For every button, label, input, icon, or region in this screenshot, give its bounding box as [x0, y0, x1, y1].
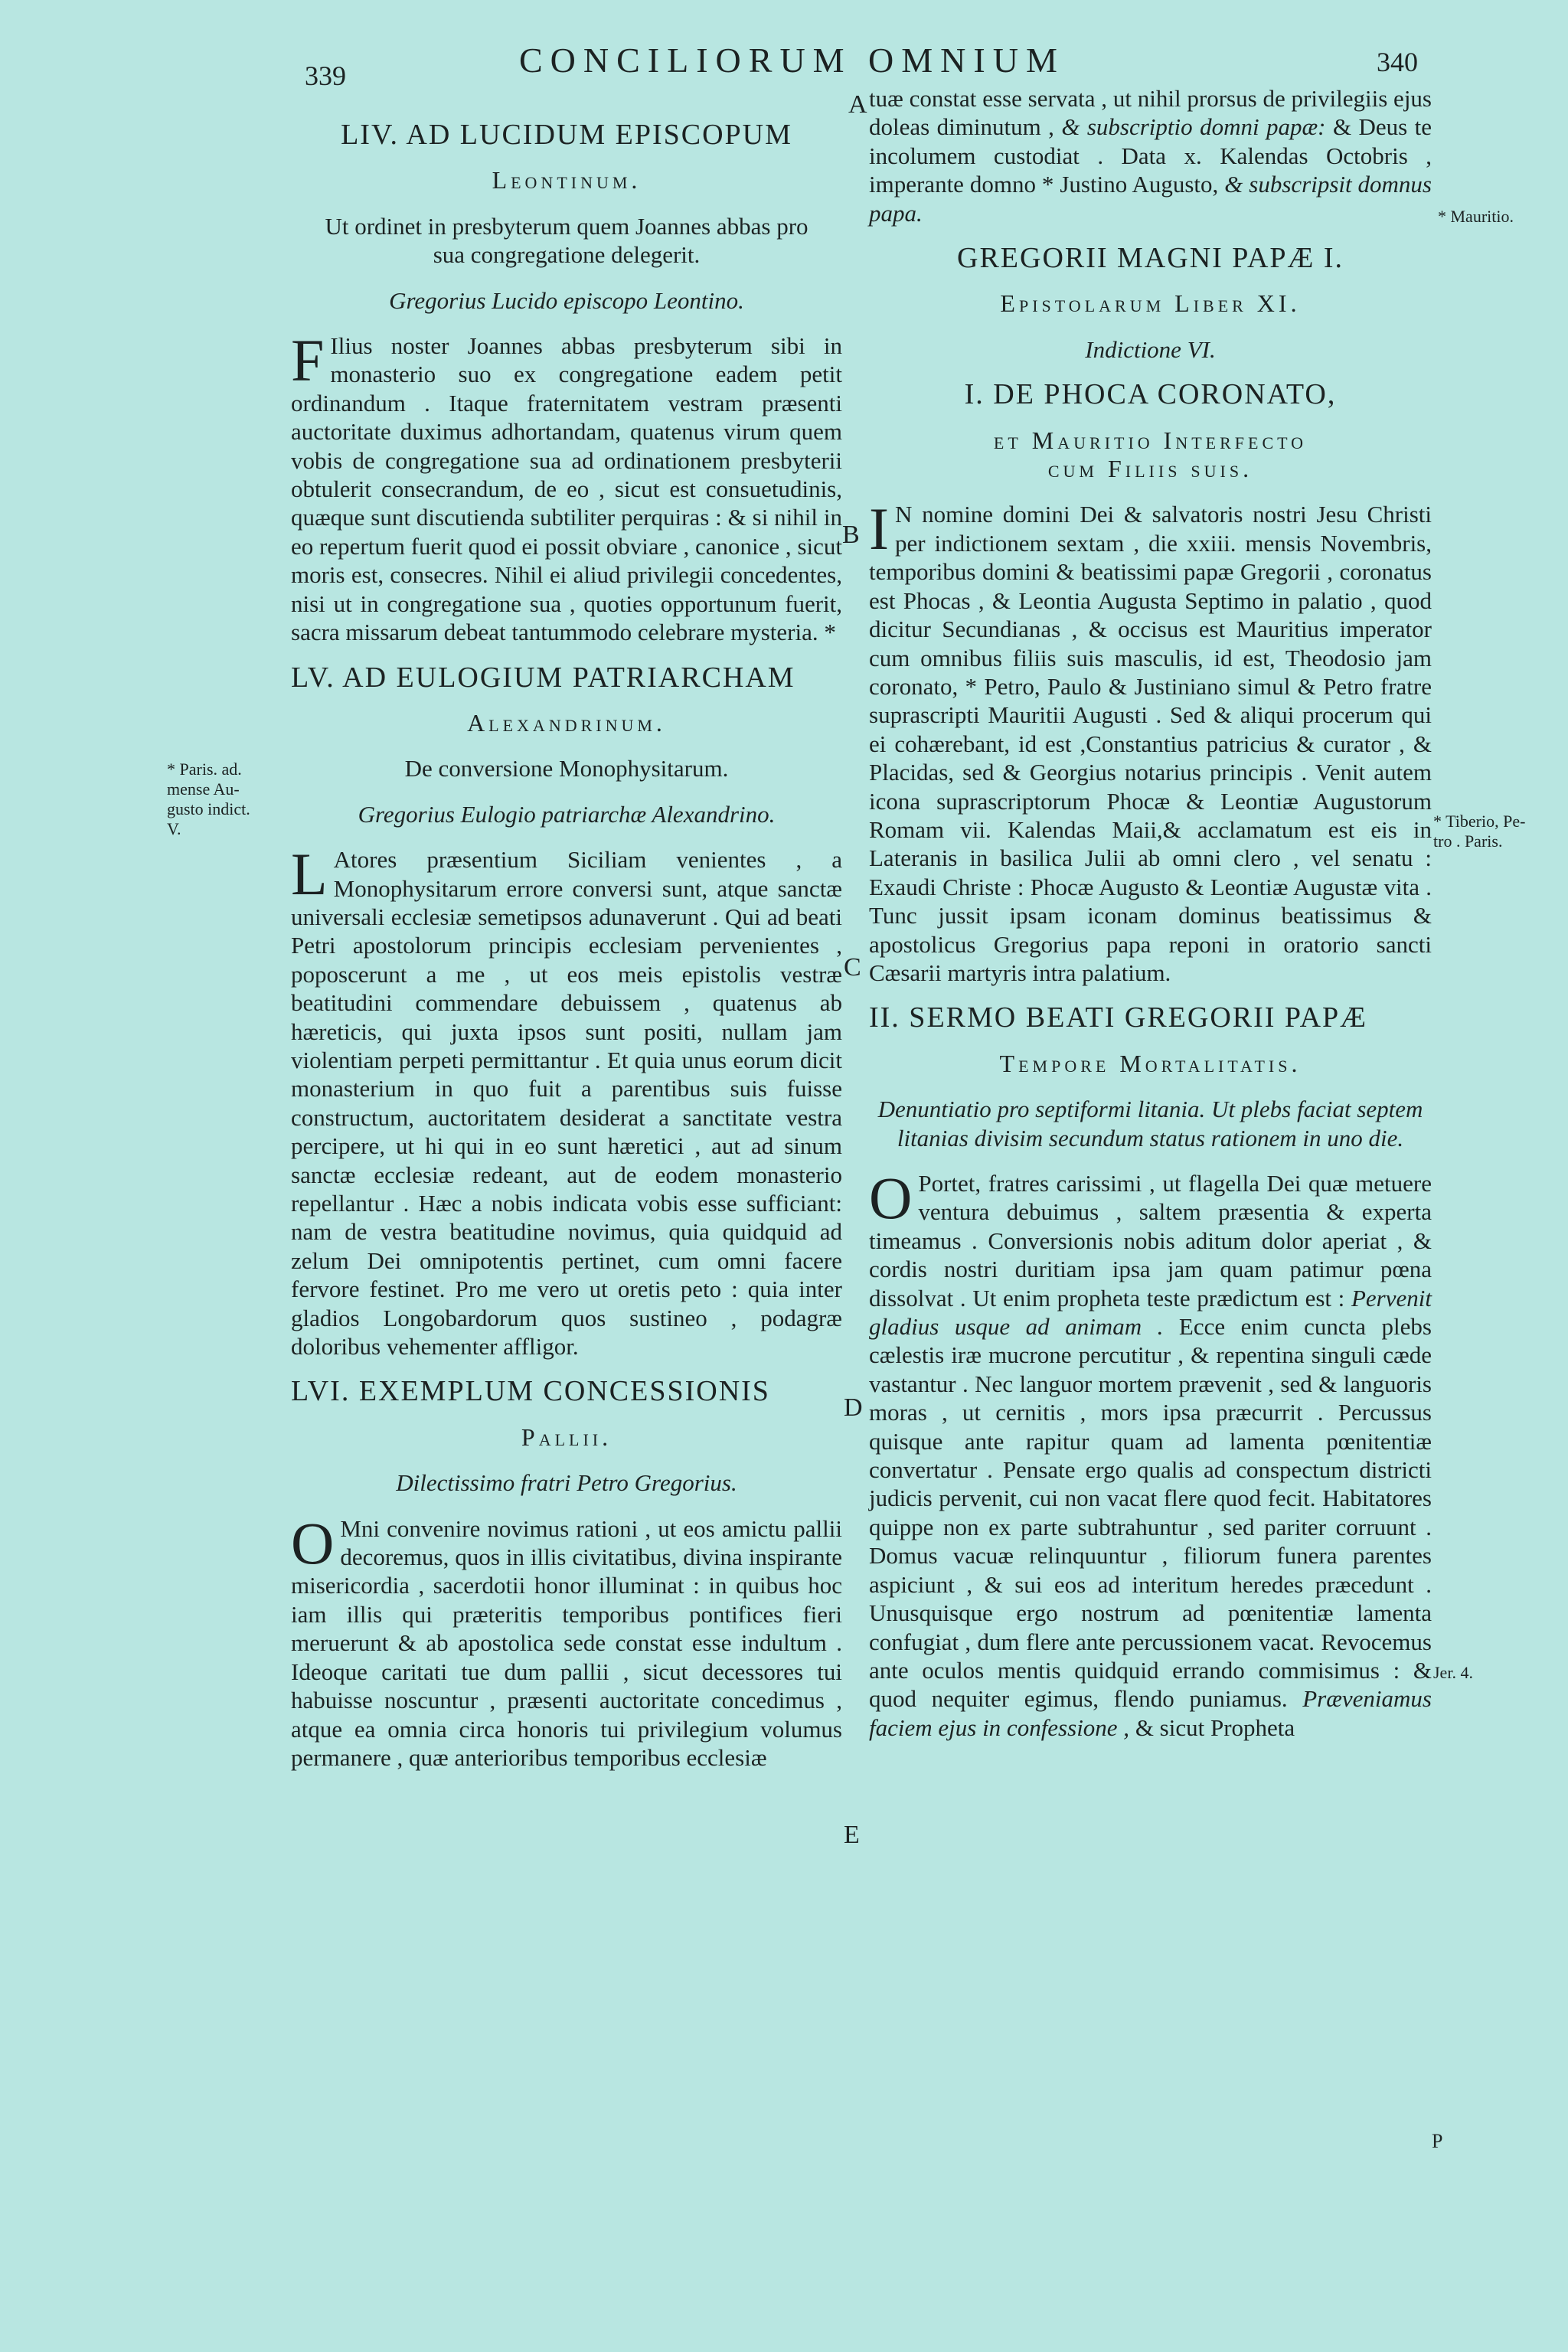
left-column — [291, 121, 842, 1772]
heading-epistle-55: LV. AD EULOGIUM PATRIARCHAM — [291, 661, 795, 694]
salutation-epistle-54: Gregorius Lucido episcopo Leontino. — [389, 286, 744, 314]
running-title: CONCILIORUM OMNIUM — [519, 41, 1065, 80]
heading-epistle-56: LVI. EXEMPLUM CONCESSIONIS — [291, 1375, 770, 1408]
heading-pallii: Pallii. — [521, 1423, 612, 1451]
section-marker-p: P — [1432, 2130, 1443, 2152]
heading-mauritio: et Mauritio Interfecto — [993, 426, 1308, 454]
heading-mortalitatis: Tempore Mortalitatis. — [999, 1049, 1302, 1077]
section-marker-e: E — [844, 1821, 860, 1849]
body-epistle-55: L Atores præsentium Siciliam venientes , a Monophysitarum errore conversi sunt, atque sanctæ universali ecclesiæ semetipsos adunaverunt . Qui ad beati Petri apostolorum principis ecclesiam pervenientes , poposcerunt a me , ut eos meis epistolis vestræ beatitudini commendare debuissem , quatenus ab hæreticis, qui juxta ipsos sunt positi, nullam jam violentiam perpeti permittantur . Et quia unus eorum dicit monasterium in quo fuit a parentibus suis fuisse constructum, auctoritatem desiderat a sanctitate vestra percipere, ut hi qui in eo sunt hæretici , aut ad sinum sanctæ ecclesiæ redeant, aut de eodem monasterio repellantur . Hæc a nobis indicata vobis esse sufficiant: nam de vestra beatitudine novimus, quia quidquid ad zelum Dei omnipotentis pertinet, cum omni facere fervore festinet. Pro me vero ut oretis peto : quia inter gladios Longobardorum quos sustineo , podagræ doloribus vehementer affligor. — [291, 841, 842, 1361]
indiction-label: Indictione VI. — [1085, 335, 1216, 363]
salutation-epistle-55: Gregorius Eulogio patriarchæ Alexandrino. — [358, 800, 776, 828]
subtitle-epistle-55: De conversione Monophysitarum. — [404, 755, 729, 782]
drop-cap-i: I — [869, 495, 889, 563]
heading-epistle-1: I. DE PHOCA CORONATO, — [964, 378, 1337, 411]
page-number-right: 340 — [1377, 47, 1418, 77]
heading-book-title: GREGORII MAGNI PAPÆ I. — [957, 242, 1344, 275]
drop-cap-o: O — [291, 1509, 335, 1576]
drop-cap-f: F — [291, 327, 325, 394]
margin-note-mauritio: * Mauritio. — [1438, 207, 1514, 226]
body-epistle-54: F Ilius noster Joannes abbas presbyterum sibi in monasterio suo ex congregatione eadem petit ordinandum . Itaque fraternitatem vestram præsenti auctoritate duximus adhortandam, quatenus virum quem vobis de congregatione sua ad ordinationem presbyterii obtulerit consecrandum, de eo , sicut est consuetudinis, quæque sunt discutienda subtiliter perquiras : & si nihil in eo repertum fuerit quod ei possit obviare , canonice , sicut moris est, consecres. Nihil ei aliud privilegii concedentes, nisi ut in congregatione sua , quoties opportunum fuerit, sacra missarum debeat tantummodo celebrare mysteria. * — [291, 327, 842, 646]
page-number-left: 339 — [305, 60, 346, 91]
heading-filiis: cum Filiis suis. — [1047, 455, 1253, 483]
salutation-epistle-56: Dilectissimo fratri Petro Gregorius. — [396, 1469, 737, 1497]
heading-sermon: II. SERMO BEATI GREGORII PAPÆ — [869, 1001, 1367, 1034]
section-marker-d: D — [844, 1393, 863, 1422]
section-marker-a: A — [848, 90, 867, 119]
body-epistle-56: O Mni convenire novimus rationi , ut eos amictu pallii decoremus, quos in illis civitatibus, divina inspirante misericordia , sacerdotii honor illuminat : in quibus hoc iam illis qui præteritis temporibus pontifices fieri meruerunt & ab apostolica sede constat esse indultum . Ideoque caritati tue dum pallii , sicut decessores tui habuisse noscuntur , præsenti auctoritate concedimus , atque ea omnia circa honoris tui privilegium volumus permanere , quæ anterioribus temporibus ecclesiæ — [291, 1509, 842, 1771]
drop-cap-o2: O — [869, 1165, 913, 1231]
body-sermon: O Portet, fratres carissimi , ut flagella Dei quæ metuere ventura debuimus , saltem præsentia & experta timeamus . Conversionis nobis aditum dolor aperiat , & cordis nostri duritiam ipsa jam quam patimur pœna dissolvat . Ut enim propheta teste prædictum est : Pervenit gladius usque ad animam . Ecce enim cuncta plebs cælestis iræ mucrone percutitur , & repentina singuli cæde vastantur . Nec languor mortem prævenit , sed & languoris moras , ut cernitis , mors ipsa præcurrit . Percussus quisque ante rapitur quam ad lamenta pœnitentiæ convertatur . Pensate ergo qualis ad conspectum districti judicis pervenit, cui non vacat flere quod fecit. Habitatores quippe non ex parte subtrahuntur , sed pariter corruunt . Domus vacuæ relinquuntur , filiorum funera parentes aspiciunt , & sui eos ad interitum heredes præcedunt . Unusquisque ergo nostrum ad pœnitentiæ lamenta confugiat , dum flere ante percussionem vacat. Revocemus ante oculos mentis quidquid errando commisimus : & quod nequiter egimus, flendo puniamus. Præveniamus faciem ejus in confessione , & sicut Propheta — [869, 1165, 1432, 1741]
margin-note-tiberio: * Tiberio, Pe- tro . Paris. — [1433, 812, 1526, 851]
heading-alexandrinum: Alexandrinum. — [467, 708, 666, 737]
heading-leontinum: Leontinum. — [492, 166, 642, 194]
margin-note-jeremiah: Jer. 4. — [1433, 1663, 1473, 1682]
heading-epistle-54: LIV. AD LUCIDUM EPISCOPUM — [341, 119, 792, 151]
subtitle-sermon: Denuntiatio pro septiformi litania. Ut plebs faciat septem litanias divisim secundum status rationem in uno die. — [877, 1096, 1423, 1152]
body-epistle-1: I N nomine domini Dei & salvatoris nostri Jesu Christi per indictionem sextam , die xxiii. mensis Novembris, temporibus domini & beatissimi papæ Gregorii , coronatus est Phocas , & Leontia Augusta Septimo in palatio , quod dicitur Secundianas , & occisus est Mauritius imperator cum omnibus filiis suis masculis, id est, Theodosio jam coronato, * Petro, Paulo & Justiniano simul & Petro fratre suprascripti Mauritii Augusti . Sed & aliqui procerum qui ei cohærebant, id est ,Constantius patricius & curator , & Placidas, sed & Georgius notarius principis . Venit autem icona suprascriptorum Phocæ & Leontiæ Augustorum Romam vii. Kalendas Maii,& acclamatum est eis in Lateranis in basilica Julii ab omni clero , vel senatu : Exaudi Christe : Phocæ Augusto & Leontiæ Augustæ vita . Tunc jussit ipsam iconam dominus beatissimus & apostolicus Gregorius papa reponi in oratorio sancti Cæsarii martyris intra palatium. — [869, 495, 1432, 986]
section-marker-b: B — [842, 521, 860, 549]
margin-note-paris: * Paris. ad. mense Au- gusto indict. V. — [167, 760, 250, 838]
subtitle-epistle-54: Ut ordinet in presbyterum quem Joannes abbas pro sua congregatione delegerit. — [325, 212, 808, 269]
heading-book-number: Epistolarum Liber XI. — [1000, 289, 1301, 318]
section-marker-c: C — [844, 953, 861, 982]
drop-cap-l: L — [291, 841, 328, 908]
continuation-text: tuæ constat esse servata , ut nihil prorsus de privilegiis ejus doleas diminutum , & subscriptio domni papæ: & Deus te incolumem custodiat . Data x. Kalendas Octobris , imperante domno * Justino Augusto, & subscripsit domnus papa. — [869, 85, 1432, 227]
right-column — [869, 84, 1432, 1742]
